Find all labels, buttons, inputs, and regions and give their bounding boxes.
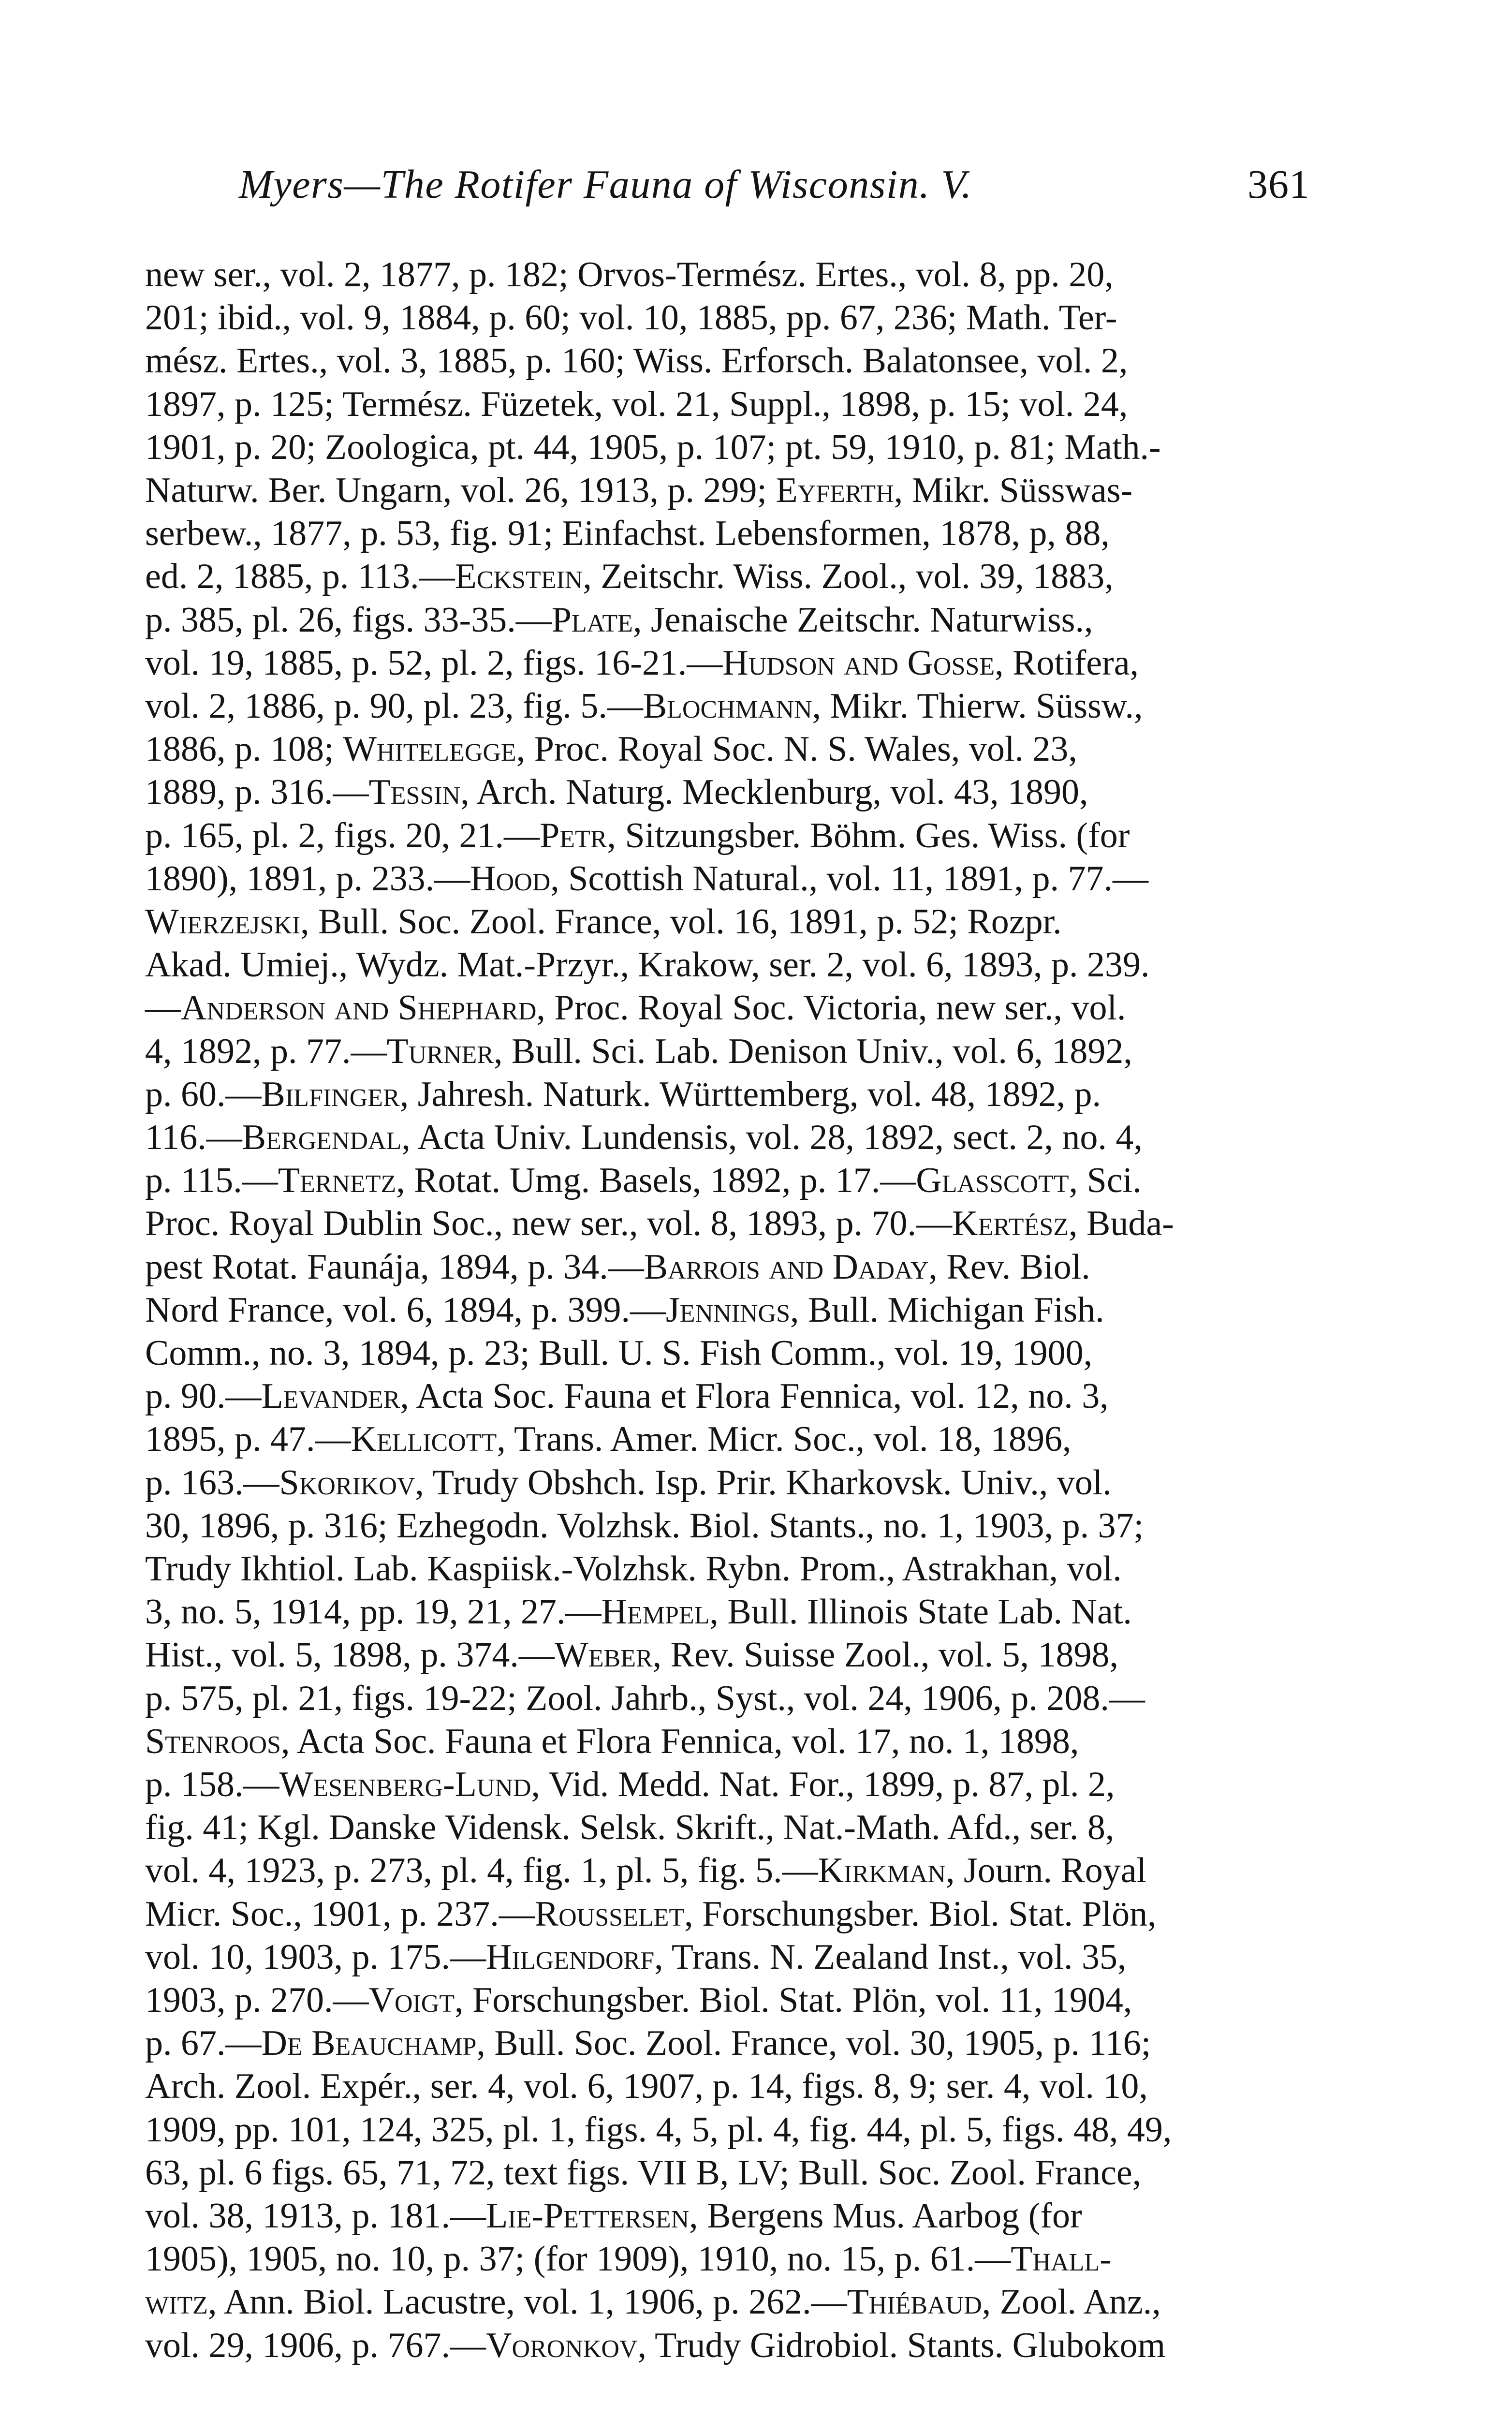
text-line — [145, 1416, 1310, 1462]
line-text: Trudy Ikhtiol. Lab. Kaspiisk.-Volzhsk. Rybn. Prom., Astrakhan, vol. — [145, 1549, 1122, 1589]
line-text: , Acta Soc. Fauna et Flora Fennica, vol. 12, no. 3, — [400, 1376, 1109, 1416]
line-text: Micr. Soc., 1901, p. 237.— — [145, 1894, 535, 1934]
line-text: p. 60.— — [145, 1074, 262, 1114]
line-text: , Trudy Gidrobiol. Stants. Glubokom — [637, 2325, 1166, 2365]
author-name: Tessin — [368, 772, 461, 812]
line-text: , Mikr. Süsswas- — [894, 471, 1133, 510]
line-text: , Ann. Biol. Lacustre, vol. 1, 1906, p. 262.— — [207, 2282, 847, 2322]
line-text: Hist., vol. 5, 1898, p. 374.— — [145, 1635, 555, 1675]
line-text: , Rotifera, — [995, 643, 1139, 683]
line-text: 1886, p. 108; — [145, 729, 343, 769]
line-text: , Forschungsber. Biol. Stat. Plön, vol. 11, 1904, — [455, 1980, 1132, 2020]
line-text: Arch. Zool. Expér., ser. 4, vol. 6, 1907, p. 14, figs. 8, 9; ser. 4, vol. 10, — [145, 2066, 1148, 2107]
line-text: , Mikr. Thierw. Süssw., — [812, 686, 1143, 726]
text-line — [145, 1589, 1310, 1635]
author-name: Jennings — [665, 1290, 790, 1330]
text-line — [145, 812, 1310, 859]
author-name: Voigt — [368, 1980, 455, 2020]
author-name: Hood — [470, 858, 551, 899]
text-line — [145, 855, 1310, 902]
line-text: , Trudy Obshch. Isp. Prir. Kharkovsk. Univ., vol. — [415, 1462, 1112, 1503]
line-text: Proc. Royal Dublin Soc., new ser., vol. 8, 1893, p. 70.— — [145, 1204, 953, 1244]
line-text: vol. 2, 1886, p. 90, pl. 23, fig. 5.— — [145, 686, 643, 726]
author-name: Rousselet — [534, 1894, 685, 1934]
text-line — [145, 1028, 1310, 1075]
page-header — [239, 156, 1310, 214]
text-line — [145, 381, 1310, 428]
text-line — [145, 985, 1310, 1031]
author-name: De Beauchamp — [261, 2023, 477, 2064]
line-text: vol. 38, 1913, p. 181.— — [145, 2196, 486, 2236]
author-name: Kirkman — [818, 1851, 946, 1891]
line-text: , Buda- — [1069, 1204, 1174, 1244]
author-name: Lie-Pettersen — [486, 2196, 690, 2236]
line-text: p. 575, pl. 21, figs. 19-22; Zool. Jahrb., Syst., vol. 24, 1906, p. 208.— — [145, 1678, 1145, 1718]
line-text: pest Rotat. Faunája, 1894, p. 34.— — [145, 1247, 644, 1287]
line-text: , Zeitschr. Wiss. Zool., vol. 39, 1883, — [583, 557, 1114, 597]
text-line — [145, 942, 1310, 988]
line-text: , Vid. Medd. Nat. For., 1899, p. 87, pl. 2, — [531, 1765, 1115, 1804]
text-line — [145, 251, 1310, 298]
line-text: , Acta Soc. Fauna et Flora Fennica, vol. 17, no. 1, 1898, — [280, 1721, 1079, 1761]
author-name: Eckstein — [455, 557, 583, 597]
line-text: 30, 1896, p. 316; Ezhegodn. Volzhsk. Biol. Stants., no. 1, 1903, p. 37; — [145, 1505, 1144, 1546]
line-text: , Rotat. Umg. Basels, 1892, p. 17.— — [396, 1161, 916, 1201]
author-name: Stenroos — [145, 1721, 281, 1761]
author-name: Ternetz — [278, 1161, 396, 1201]
author-name: Hudson and Gosse — [722, 643, 995, 683]
author-name: Anderson and Shephard — [181, 988, 537, 1028]
text-line — [145, 1675, 1310, 1722]
text-line — [145, 295, 1310, 341]
line-text: , Rev. Suisse Zool., vol. 5, 1898, — [652, 1635, 1119, 1675]
line-text: vol. 4, 1923, p. 273, pl. 4, fig. 1, pl. 5, fig. 5.— — [145, 1851, 818, 1891]
author-name: Eyferth — [776, 471, 894, 510]
line-text: , Bull. Soc. Zool. France, vol. 16, 1891, p. 52; Rozpr. — [300, 902, 1062, 942]
line-text: fig. 41; Kgl. Danske Vidensk. Selsk. Skrift., Nat.-Math. Afd., ser. 8, — [145, 1808, 1115, 1848]
line-text: , Forschungsber. Biol. Stat. Plön, — [684, 1894, 1157, 1934]
text-line — [145, 1200, 1310, 1247]
line-text: , Bergens Mus. Aarbog (for — [689, 2196, 1082, 2236]
line-text: , Sci. — [1069, 1161, 1142, 1201]
line-text: vol. 19, 1885, p. 52, pl. 2, figs. 16-21.— — [145, 643, 723, 683]
text-line — [145, 2236, 1310, 2282]
line-text: mész. Ertes., vol. 3, 1885, p. 160; Wiss. Erforsch. Balatonsee, vol. 2, — [145, 341, 1128, 381]
line-text: 116.— — [145, 1118, 242, 1157]
author-name: Hilgendorf — [486, 1937, 655, 1977]
line-text: , Journ. Royal — [945, 1851, 1147, 1891]
bibliography-text — [145, 251, 1310, 2370]
line-text: 63, pl. 6 figs. 65, 71, 72, text figs. VII B, LV; Bull. Soc. Zool. France, — [145, 2153, 1142, 2193]
line-text: , Proc. Royal Soc. N. S. Wales, vol. 23, — [516, 729, 1077, 769]
line-text: , Jahresh. Naturk. Württemberg, vol. 48, 1892, p. — [399, 1074, 1101, 1114]
text-line — [145, 424, 1310, 471]
line-text: — — [145, 988, 181, 1028]
author-name: Thall- — [1011, 2239, 1112, 2279]
text-line — [145, 1460, 1310, 1506]
author-name: Whitelegge — [343, 729, 516, 769]
line-text: p. 158.— — [145, 1765, 279, 1804]
line-text: , Bull. Soc. Zool. France, vol. 30, 1905, p. 116; — [476, 2023, 1151, 2064]
line-text: Akad. Umiej., Wydz. Mat.-Przyr., Krakow, ser. 2, vol. 6, 1893, p. 239. — [145, 945, 1150, 985]
author-name: Levander — [261, 1376, 400, 1416]
author-name: Blochmann — [643, 686, 812, 726]
line-text: , Proc. Royal Soc. Victoria, new ser., vol. — [536, 988, 1126, 1028]
author-name: Petr — [540, 815, 607, 855]
text-line — [145, 1330, 1310, 1376]
text-line — [145, 510, 1310, 557]
line-text: ed. 2, 1885, p. 113.— — [145, 557, 455, 597]
author-name: Kertész — [952, 1204, 1069, 1244]
line-text: , Arch. Naturg. Mecklenburg, vol. 43, 1890, — [460, 772, 1088, 812]
line-text: , Trans. N. Zealand Inst., vol. 35, — [654, 1937, 1127, 1977]
text-line — [145, 2279, 1310, 2325]
line-text: Comm., no. 3, 1894, p. 23; Bull. U. S. Fish Comm., vol. 19, 1900, — [145, 1333, 1093, 1373]
running-title: Myers—The Rotifer Fauna of Wisconsin. V. — [239, 162, 972, 207]
text-line — [145, 2193, 1310, 2239]
text-line — [145, 1847, 1310, 1894]
text-line — [145, 2020, 1310, 2066]
line-text: , Scottish Natural., vol. 11, 1891, p. 77.— — [550, 858, 1148, 899]
text-line — [145, 1804, 1310, 1851]
author-name: Wesenberg-Lund — [279, 1765, 531, 1804]
text-line — [145, 1891, 1310, 1937]
line-text: 1889, p. 316.— — [145, 772, 369, 812]
author-name: Kellicott — [351, 1419, 497, 1460]
line-text: , Jenaische Zeitschr. Naturwiss., — [632, 600, 1093, 640]
line-text: , Bull. Sci. Lab. Denison Univ., vol. 6, 1892, — [493, 1031, 1132, 1071]
author-name: witz — [145, 2282, 208, 2322]
text-line — [145, 2107, 1310, 2153]
text-line — [145, 1114, 1310, 1161]
line-text: , Acta Univ. Lundensis, vol. 28, 1892, sect. 2, no. 4, — [401, 1118, 1143, 1157]
text-line — [145, 597, 1310, 643]
page-number: 361 — [1248, 162, 1310, 207]
author-name: Voronkov — [486, 2325, 638, 2365]
line-text: vol. 10, 1903, p. 175.— — [145, 1937, 486, 1977]
text-line — [145, 1977, 1310, 2023]
text-line — [145, 1761, 1310, 1808]
text-line — [145, 1503, 1310, 1549]
text-line — [145, 1546, 1310, 1592]
author-name: Plate — [551, 600, 633, 640]
line-text: , Zool. Anz., — [982, 2282, 1161, 2322]
line-text: 1897, p. 125; Termész. Füzetek, vol. 21, Suppl., 1898, p. 15; vol. 24, — [145, 384, 1128, 424]
line-text: serbew., 1877, p. 53, fig. 91; Einfachst. Lebensformen, 1878, p, 88, — [145, 514, 1110, 554]
line-text: p. 385, pl. 26, figs. 33-35.— — [145, 600, 552, 640]
text-line — [145, 683, 1310, 729]
line-text: , Bull. Michigan Fish. — [790, 1290, 1104, 1330]
line-text: p. 165, pl. 2, figs. 20, 21.— — [145, 815, 540, 855]
line-text: 201; ibid., vol. 9, 1884, p. 60; vol. 10, 1885, pp. 67, 236; Math. Ter- — [145, 298, 1117, 338]
line-text: vol. 29, 1906, p. 767.— — [145, 2325, 486, 2365]
text-line — [145, 1157, 1310, 1204]
line-text: 1905), 1905, no. 10, p. 37; (for 1909), 1910, no. 15, p. 61.— — [145, 2239, 1011, 2279]
line-text: Naturw. Ber. Ungarn, vol. 26, 1913, p. 299; — [145, 471, 776, 510]
line-text: p. 90.— — [145, 1376, 262, 1416]
text-line — [145, 769, 1310, 815]
line-text: p. 67.— — [145, 2023, 262, 2064]
author-name: Wierzejski — [145, 902, 301, 942]
line-text: 1903, p. 270.— — [145, 1980, 369, 2020]
line-text: 4, 1892, p. 77.— — [145, 1031, 387, 1071]
line-text: 1895, p. 47.— — [145, 1419, 351, 1460]
text-line — [145, 1071, 1310, 1118]
author-name: Thiébaud — [847, 2282, 982, 2322]
text-line — [145, 1287, 1310, 1333]
text-line — [145, 640, 1310, 686]
author-name: Bilfinger — [261, 1074, 400, 1114]
line-text: new ser., vol. 2, 1877, p. 182; Orvos-Termész. Ertes., vol. 8, pp. 20, — [145, 255, 1114, 295]
line-text: 1901, p. 20; Zoologica, pt. 44, 1905, p. 107; pt. 59, 1910, p. 81; Math.- — [145, 427, 1161, 467]
line-text: 1909, pp. 101, 124, 325, pl. 1, figs. 4, 5, pl. 4, fig. 44, pl. 5, figs. 48, 49, — [145, 2109, 1172, 2150]
author-name: Weber — [554, 1635, 653, 1675]
author-name: Glasscott — [916, 1161, 1069, 1201]
text-line — [145, 1632, 1310, 1678]
text-line — [145, 899, 1310, 945]
text-line — [145, 1244, 1310, 1290]
text-line — [145, 726, 1310, 772]
text-line — [145, 1934, 1310, 1980]
text-line — [145, 2063, 1310, 2109]
text-line — [145, 2322, 1310, 2369]
author-name: Hempel — [601, 1592, 710, 1632]
line-text: , Bull. Illinois State Lab. Nat. — [709, 1592, 1132, 1632]
line-text: p. 163.— — [145, 1462, 279, 1503]
line-text: 1890), 1891, p. 233.— — [145, 858, 470, 899]
line-text: , Sitzungsber. Böhm. Ges. Wiss. (for — [607, 815, 1130, 855]
text-line — [145, 553, 1310, 600]
author-name: Skorikov — [279, 1462, 415, 1503]
line-text: , Rev. Biol. — [928, 1247, 1090, 1287]
text-line — [145, 2150, 1310, 2196]
text-line — [145, 467, 1310, 514]
line-text: Nord France, vol. 6, 1894, p. 399.— — [145, 1290, 666, 1330]
line-text: p. 115.— — [145, 1161, 278, 1201]
author-name: Turner — [386, 1031, 494, 1071]
line-text: , Trans. Amer. Micr. Soc., vol. 18, 1896, — [497, 1419, 1072, 1460]
text-line — [145, 1718, 1310, 1765]
author-name: Bergendal — [242, 1118, 402, 1157]
text-line — [145, 338, 1310, 384]
line-text: 3, no. 5, 1914, pp. 19, 21, 27.— — [145, 1592, 602, 1632]
text-line — [145, 1373, 1310, 1419]
author-name: Barrois and Daday — [644, 1247, 929, 1287]
